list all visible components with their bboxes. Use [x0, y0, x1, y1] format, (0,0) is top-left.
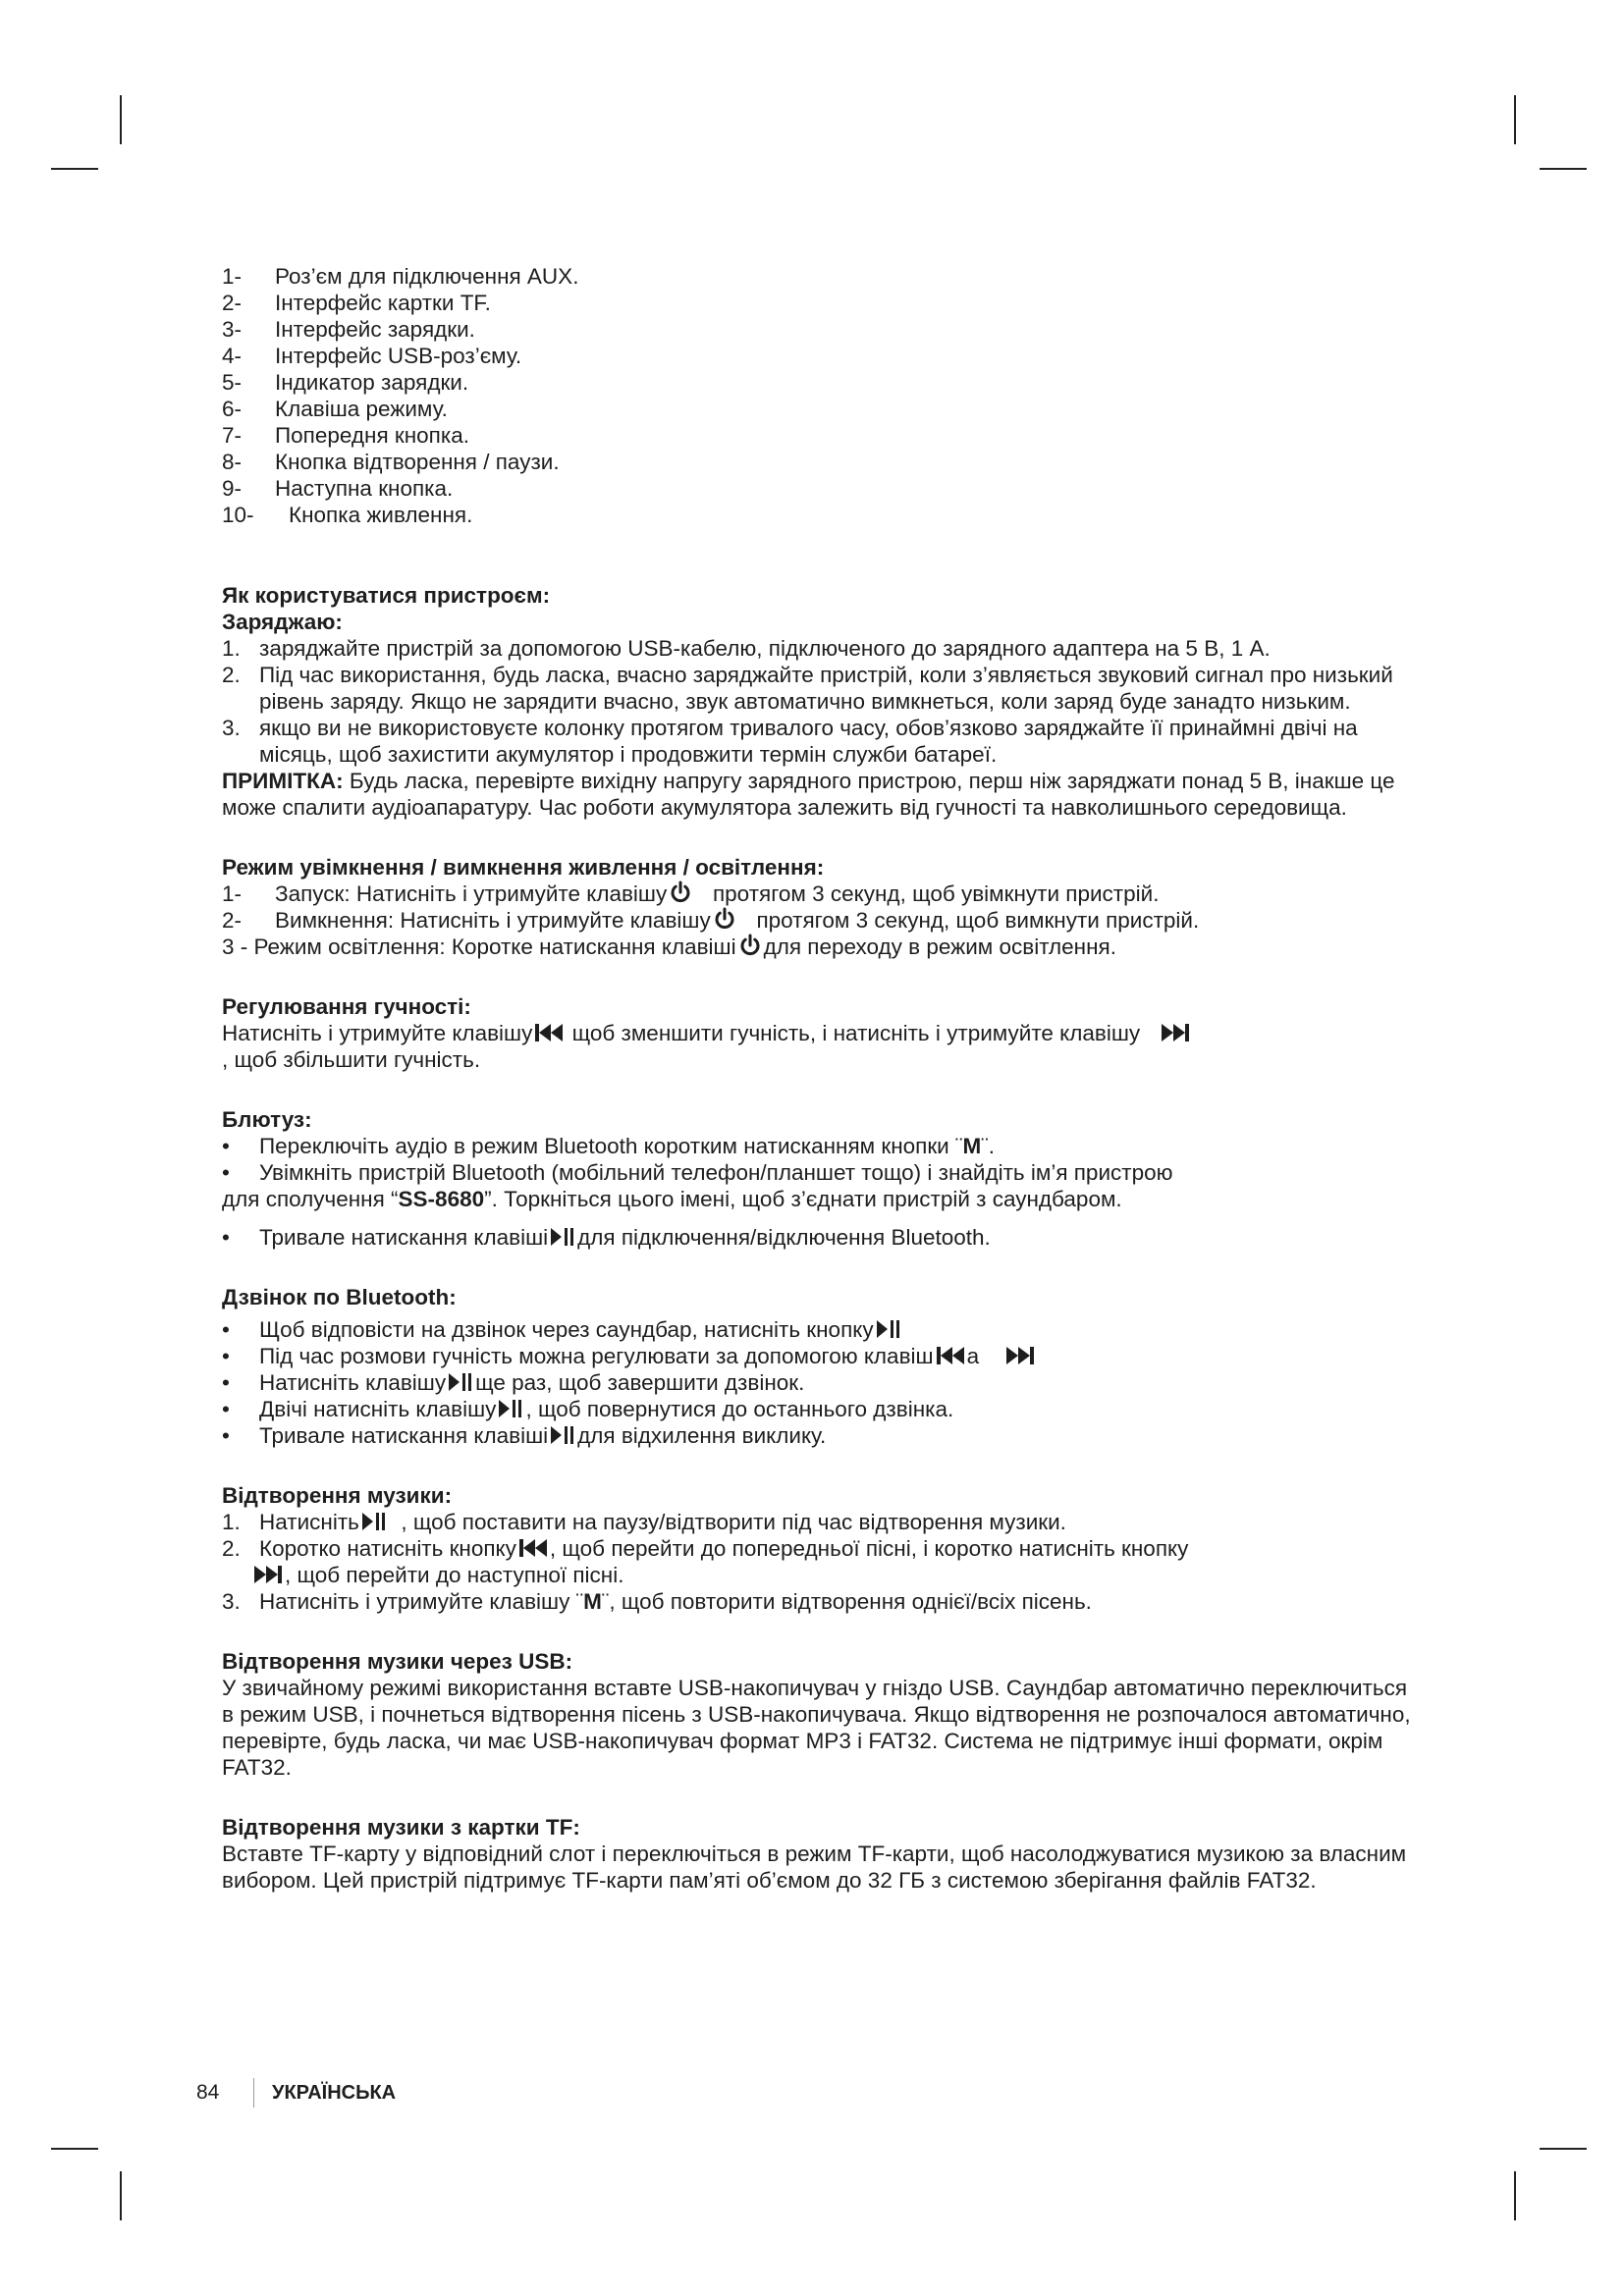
- list-item: 2. Коротко натисніть кнопку , щоб перейти до попередньої пісні, і коротко натисніть кнопку: [222, 1536, 1189, 1561]
- crop-mark-br-h: [1540, 2148, 1587, 2150]
- crop-mark-tl-v: [120, 95, 122, 144]
- prev-icon: [936, 1345, 965, 1366]
- list-item: • Двічі натисніть клавішу , щоб повернутися до останнього дзвінка.: [222, 1397, 954, 1421]
- list-item: 2- Вимкнення: Натисніть і утримуйте клавішу протягом 3 секунд, щоб вимкнути пристрій.: [222, 908, 1200, 933]
- play-pause-icon: [361, 1511, 387, 1532]
- next-icon: [1161, 1022, 1190, 1043]
- play-pause-icon: [876, 1318, 901, 1340]
- usage-section: [222, 582, 1420, 821]
- tf-paragraph: Вставте TF-карту у відповідний слот і переключіться в режим TF-карти, щоб насолоджуватися музикою за власним вибором. Цей пристрій підтримує TF-карти пам’яті об’ємом до 32 ГБ з системою зберігання файлів FAT32.: [222, 1842, 1407, 1893]
- list-item: 8- Кнопка відтворення / паузи.: [222, 450, 560, 474]
- list-item: 7- Попередня кнопка.: [222, 423, 469, 448]
- bullet: •: [222, 1397, 230, 1421]
- section-title: Відтворення музики через USB:: [222, 1649, 573, 1674]
- power-section: [222, 854, 1420, 960]
- list-item: 3. Натисніть і утримуйте клавішу ¨M¨, щоб повторити відтворення однієї/всіх пісень.: [222, 1589, 1092, 1614]
- volume-paragraph: Натисніть і утримуйте клавішу щоб зменшити гучність, і натисніть і утримуйте клавішу , щоб збільшити гучність.: [222, 1020, 1420, 1073]
- section-subtitle: Заряджаю:: [222, 610, 343, 634]
- section-title: Як користуватися пристроєм:: [222, 583, 551, 608]
- footer-divider: [253, 2078, 254, 2108]
- usb-paragraph: У звичайному режимі використання вставте USB-накопичувач у гніздо USB. Саундбар автоматично переключиться в режим USB, і почнеться відтворення пісень з USB-накопичувача. Якщо відтворення не розпочалося автоматично, перевірте, будь ласка, чи має USB-накопичувач формат MP3 і FAT32. Система не підтримує інші формати, окрім FAT32.: [222, 1676, 1411, 1780]
- list-item: • Увімкніть пристрій Bluetooth (мобільний телефон/планшет тощо) і знайдіть ім’я пристрою: [222, 1160, 1173, 1185]
- list-item: 1. заряджайте пристрій за допомогою USB-кабелю, підключеного до зарядного адаптера на 5 В, 1 А.: [222, 636, 1271, 661]
- list-item: 2. Під час використання, будь ласка, вчасно заряджайте пристрій, коли з’являється звуковий сигнал про низький рівень заряду. Якщо не зарядити вчасно, звук автоматично вимкнеться, коли заряд буде занадто низьким.: [222, 663, 1393, 714]
- list-item: 2- Інтерфейс картки TF.: [222, 291, 491, 315]
- list-item: • Тривале натискання клавіші для підключення/відключення Bluetooth.: [222, 1225, 991, 1250]
- list-item: 3- Інтерфейс зарядки.: [222, 317, 475, 342]
- page-footer: [196, 2078, 396, 2108]
- section-title: Відтворення музики з картки TF:: [222, 1815, 580, 1840]
- next-icon: [1005, 1345, 1035, 1366]
- play-pause-icon: [550, 1226, 575, 1248]
- page-number: 84: [196, 2081, 220, 2104]
- list-item: 4- Інтерфейс USB-роз’єму.: [222, 344, 522, 368]
- section-title: Регулювання гучності:: [222, 994, 471, 1019]
- list-item: 6- Клавіша режиму.: [222, 397, 448, 421]
- note-label: ПРИМІТКА:: [222, 769, 344, 793]
- list-item: • Щоб відповісти на дзвінок через саундбар, натисніть кнопку: [222, 1316, 1420, 1343]
- section-title: Режим увімкнення / вимкнення живлення / освітлення:: [222, 855, 825, 880]
- note-paragraph: ПРИМІТКА: Будь ласка, перевірте вихідну напругу зарядного пристрою, перш ніж заряджати понад 5 В, інакше це може спалити аудіоапаратуру. Час роботи акумулятора залежить від гучності та навколишнього середовища.: [222, 769, 1395, 820]
- bullet: •: [222, 1160, 230, 1185]
- parts-list: [222, 263, 1420, 528]
- list-item: 1- Роз’єм для підключення AUX.: [222, 264, 579, 289]
- power-icon: [713, 907, 736, 931]
- document-body: [222, 263, 1420, 1894]
- footer-language: УКРАЇНСЬКА: [272, 2081, 397, 2104]
- section-title: Дзвінок по Bluetooth:: [222, 1285, 457, 1309]
- section-title: Блютуз:: [222, 1107, 312, 1132]
- list-item: • Переключіть аудіо в режим Bluetooth коротким натисканням кнопки ¨M¨.: [222, 1134, 995, 1158]
- list-item: 3 - Режим освітлення: Коротке натискання клавіші для переходу в режим освітлення.: [222, 934, 1116, 959]
- play-pause-icon: [550, 1424, 575, 1446]
- bullet: •: [222, 1225, 230, 1250]
- list-item: 1- Запуск: Натисніть і утримуйте клавішу протягом 3 секунд, щоб увімкнути пристрій.: [222, 881, 1160, 906]
- volume-section: [222, 993, 1420, 1073]
- list-item-continuation: , щоб перейти до наступної пісні.: [222, 1562, 1420, 1588]
- power-icon: [669, 881, 692, 904]
- call-section: [222, 1284, 1420, 1449]
- bluetooth-section: [222, 1106, 1420, 1251]
- section-title: Відтворення музики:: [222, 1483, 453, 1508]
- list-item: 1. Натисніть , щоб поставити на паузу/відтворити під час відтворення музики.: [222, 1510, 1066, 1534]
- prev-icon: [518, 1537, 548, 1559]
- bullet: •: [222, 1370, 230, 1395]
- bullet: •: [222, 1317, 230, 1342]
- list-item: 3. якщо ви не використовуєте колонку протягом тривалого часу, обов’язково заряджайте її принаймні двічі на місяць, щоб захистити акумулятор і продовжити термін служби батареї.: [222, 716, 1358, 767]
- list-item: • Тривале натискання клавіші для відхилення виклику.: [222, 1423, 827, 1448]
- power-icon: [738, 934, 762, 957]
- crop-mark-bl-h: [51, 2148, 98, 2150]
- bullet: •: [222, 1423, 230, 1448]
- list-item: 5- Індикатор зарядки.: [222, 370, 469, 395]
- list-item: 10- Кнопка живлення.: [222, 503, 473, 527]
- bullet: •: [222, 1344, 230, 1368]
- crop-mark-bl-v: [120, 2171, 122, 2220]
- list-item: • Під час розмови гучність можна регулювати за допомогою клавіш а: [222, 1343, 1420, 1369]
- crop-mark-tl-h: [51, 168, 98, 170]
- crop-mark-br-v: [1514, 2171, 1516, 2220]
- play-pause-icon: [448, 1371, 473, 1393]
- crop-mark-tr-h: [1540, 168, 1587, 170]
- play-pause-icon: [498, 1398, 523, 1419]
- tf-section: [222, 1814, 1420, 1894]
- list-item-continuation: для сполучення “SS-8680”. Торкніться цього імені, щоб з’єднати пристрій з саундбаром.: [222, 1187, 1122, 1211]
- bullet: •: [222, 1134, 230, 1158]
- next-icon: [253, 1564, 283, 1585]
- music-section: [222, 1482, 1420, 1615]
- usb-section: [222, 1648, 1420, 1781]
- crop-mark-tr-v: [1514, 95, 1516, 144]
- prev-icon: [534, 1022, 564, 1043]
- list-item: 9- Наступна кнопка.: [222, 476, 454, 501]
- list-item: • Натисніть клавішу ще раз, щоб завершити дзвінок.: [222, 1370, 805, 1395]
